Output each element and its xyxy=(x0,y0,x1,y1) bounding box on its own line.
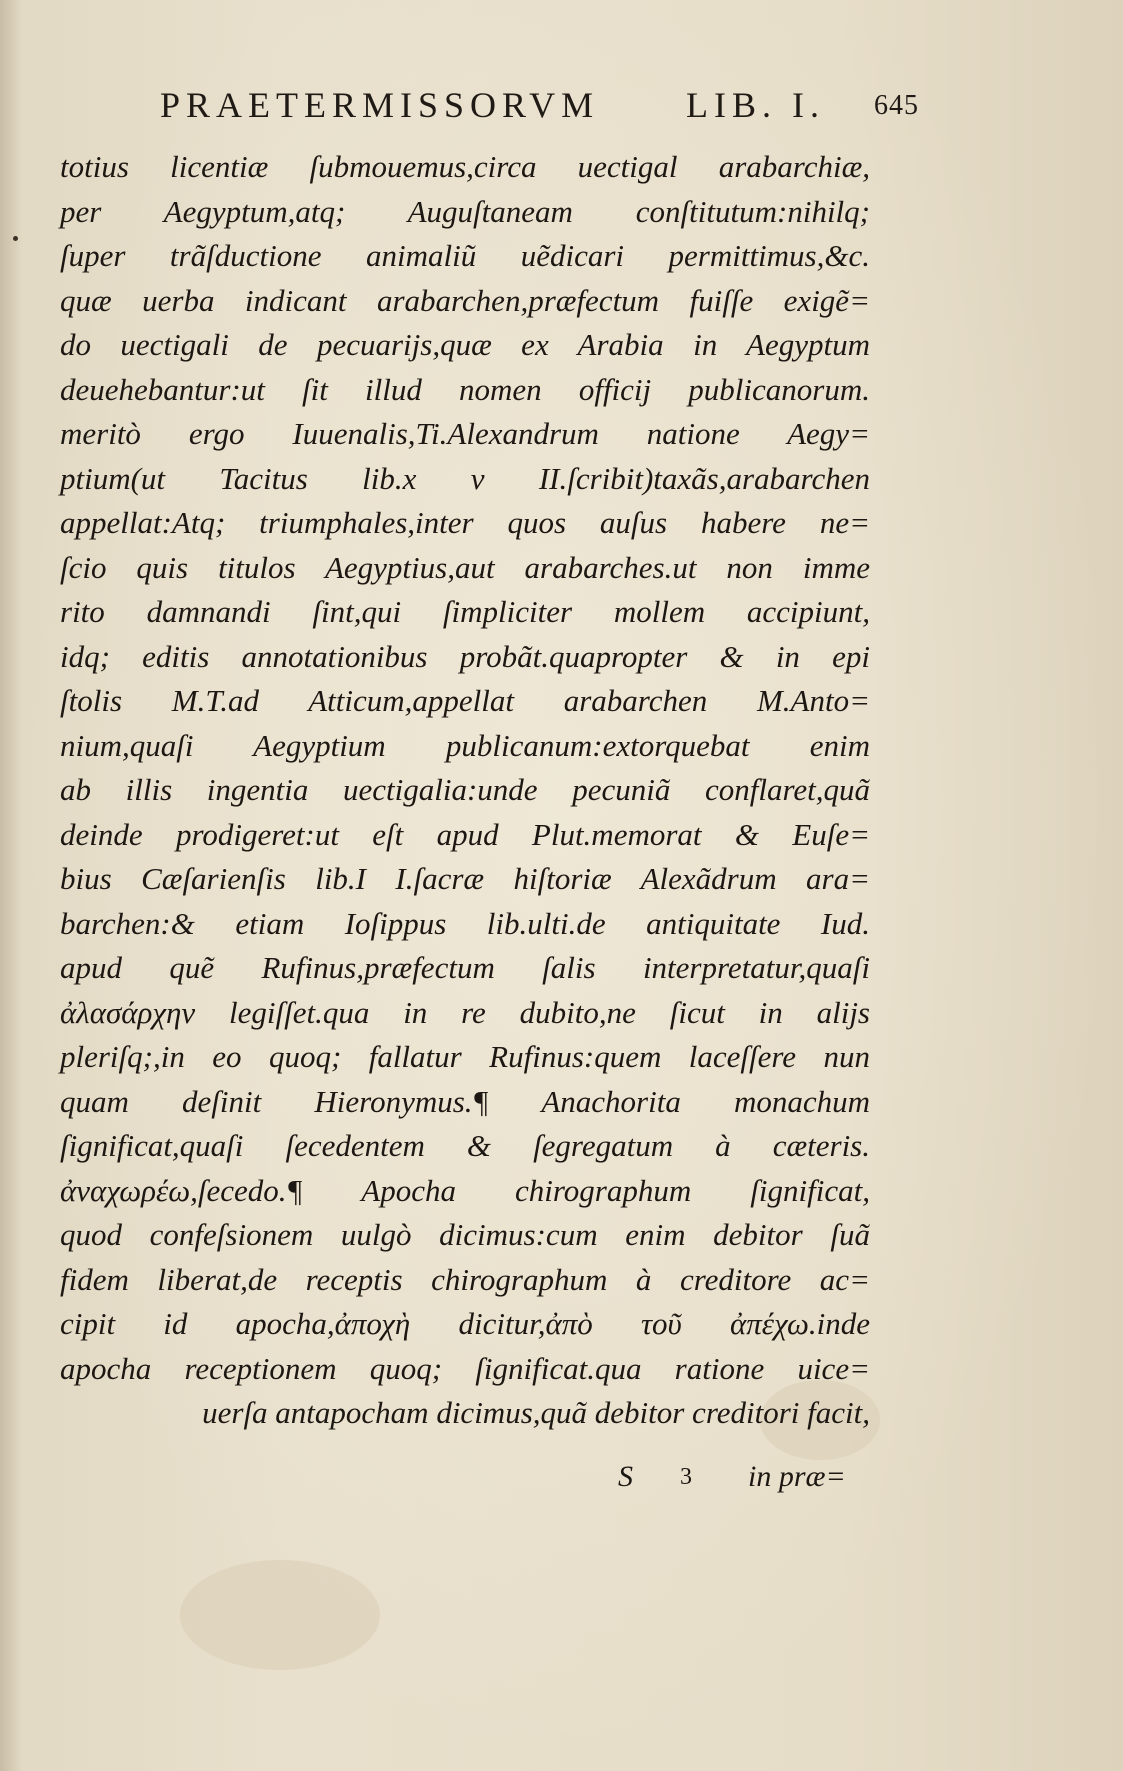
text-line: idq; editis annotationibus probãt.quapropter & in epi xyxy=(60,638,870,674)
signature-number: 3 xyxy=(680,1464,692,1490)
text-line: barchen:& etiam Ioſippus lib.ulti.de antiquitate Iud. xyxy=(60,905,870,941)
body-text xyxy=(60,145,870,1436)
text-line: pleriſq;,in eo quoq; fallatur Rufinus:quem laceſſere nun xyxy=(60,1039,870,1074)
text-line: ptium(ut Tacitus lib.x v II.ſcribit)taxãs,arabarchen xyxy=(60,460,870,496)
text-line: per Aegyptum,atq; Auguſtaneam conſtitutum:nihilq; xyxy=(60,193,870,229)
text-line: nium,quaſi Aegyptium publicanum:extorquebat enim xyxy=(60,727,870,763)
text-line: quam deſinit Hieronymus.¶ Anachorita monachum xyxy=(60,1083,870,1119)
margin-mark xyxy=(13,236,18,241)
text-line: bius Cæſarienſis lib.I I.ſacræ hiſtoriæ Alexãdrum ara= xyxy=(60,861,870,896)
text-line: quod confeſsionem uulgò dicimus:cum enim debitor ſuã xyxy=(60,1217,870,1252)
text-line: fidem liberat,de receptis chirographum à creditore ac= xyxy=(60,1261,870,1297)
text-line: ſuper trãſductione animaliũ uẽdicari permittimus,&c. xyxy=(60,238,870,273)
text-line: appellat:Atq; triumphales,inter quos auſus habere ne= xyxy=(60,505,870,540)
text-line: ab illis ingentia uectigalia:unde pecuniã conflaret,quã xyxy=(60,772,870,807)
running-head-title: PRAETERMISSORVM xyxy=(160,85,600,125)
text-line: cipit id apocha,ἀποχὴ dicitur,ἀπὸ τοῦ ἀπέχω.inde xyxy=(60,1306,870,1341)
text-line: deinde prodigeret:ut eſt apud Plut.memorat & Euſe= xyxy=(60,816,870,852)
text-line: ſtolis M.T.ad Atticum,appellat arabarchen M.Anto= xyxy=(60,683,870,718)
running-head-book: LIB. I. xyxy=(686,85,825,125)
running-head xyxy=(0,84,1123,132)
signature-mark: S xyxy=(618,1460,633,1493)
text-line: ſignificat,quaſi ſecedentem & ſegregatum à cæteris. xyxy=(60,1128,870,1163)
text-line: uerſa antapocham dicimus,quã debitor creditori facit, xyxy=(202,1395,870,1430)
text-line: apud quẽ Rufinus,præfectum ſalis interpretatur,quaſi xyxy=(60,950,870,985)
gutter-shadow xyxy=(0,0,22,1771)
text-line: rito damnandi ſint,qui ſimpliciter mollem accipiunt, xyxy=(60,594,870,629)
catchline xyxy=(0,1460,1123,1504)
paper-stain xyxy=(180,1560,380,1670)
text-line: ſcio quis titulos Aegyptius,aut arabarches.ut non imme xyxy=(60,549,870,585)
text-line: ἀναχωρέω,ſecedo.¶ Apocha chirographum ſignificat, xyxy=(60,1172,870,1208)
text-line: do uectigali de pecuarijs,quæ ex Arabia in Aegyptum xyxy=(60,327,870,362)
text-line: meritò ergo Iuuenalis,Ti.Alexandrum natione Aegy= xyxy=(60,416,870,451)
catchword: in præ= xyxy=(748,1460,846,1493)
text-line: quæ uerba indicant arabarchen,præfectum fuiſſe exigẽ= xyxy=(60,282,870,318)
page-number: 645 xyxy=(874,90,919,121)
text-line: ἀλασάρχην legiſſet.qua in re dubito,ne ſicut in alijs xyxy=(60,994,870,1030)
text-line: deuehebantur:ut ſit illud nomen officij publicanorum. xyxy=(60,371,870,407)
text-line: totius licentiæ ſubmouemus,circa uectigal arabarchiæ, xyxy=(60,149,870,184)
text-line: apocha receptionem quoq; ſignificat.qua ratione uice= xyxy=(60,1350,870,1386)
